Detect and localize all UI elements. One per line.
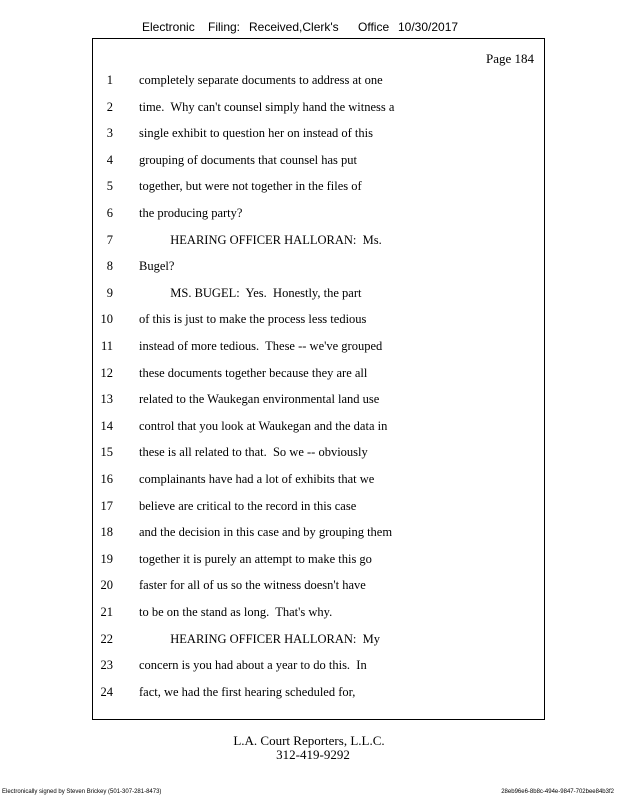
line-text: control that you look at Waukegan and the data in [139,418,388,433]
line-text: instead of more tedious. These -- we've grouped [139,339,383,353]
line-number: 4 [106,152,113,167]
line-text: grouping of documents that counsel has put [139,152,358,167]
filing-word-electronic: Electronic [142,20,195,34]
line-number: 9 [106,285,113,300]
line-text: these documents together because they are all [139,365,368,380]
transcript-line [93,632,546,652]
transcript-line [93,100,546,120]
transcript-line [93,578,546,598]
transcript-line [93,499,546,519]
transcript-line [93,259,546,279]
transcript-line [93,312,546,332]
transcript-line [93,286,546,306]
line-text: HEARING OFFICER HALLORAN: Ms. [139,232,382,247]
page-number: Page 184 [485,51,534,66]
electronic-signature-note: Electronically signed by Steven Brickey (501-307-281-8473) [2,789,162,795]
line-text: complainants have had a lot of exhibits that we [139,472,375,486]
line-number: 13 [100,392,113,407]
transcript-line [93,206,546,226]
transcript-line [93,658,546,678]
line-number: 21 [100,605,113,619]
line-number: 22 [100,631,113,646]
line-number: 1 [106,73,113,87]
line-number: 12 [100,365,113,380]
line-text: together, but were not together in the files of [139,179,362,194]
line-number: 5 [106,179,113,194]
court-reporter-name: L.A. Court Reporters, L.L.C. [233,733,385,748]
line-text: fact, we had the first hearing scheduled for, [139,684,356,699]
transcript-line [93,472,546,492]
line-text: the producing party? [139,206,243,220]
transcript-line [93,339,546,359]
transcript-page [92,38,545,720]
line-number: 20 [100,578,113,593]
line-text: Bugel? [139,259,175,274]
filing-date: 10/30/2017 [398,20,459,34]
line-number: 18 [100,525,113,540]
court-reporter-phone: 312-419-9292 [276,747,350,762]
line-text: related to the Waukegan environmental land use [139,392,380,407]
transcript-line [93,366,546,386]
transcript-line [93,552,546,572]
line-number: 7 [106,232,113,247]
filing-word-received: Received,Clerk's [249,20,339,34]
line-number: 16 [100,472,113,486]
line-number: 24 [100,684,113,699]
line-number: 6 [106,206,113,220]
transcript-line [93,73,546,93]
line-number: 17 [100,498,113,513]
filing-word-filing: Filing: [208,20,241,34]
line-text: believe are critical to the record in this case [139,498,357,513]
line-number: 14 [100,418,113,433]
document-hash: 28eb96e6-8b8c-494e-9847-702bee84b3f2 [501,789,614,795]
line-number: 11 [100,339,113,353]
line-text: single exhibit to question her on instead of this [139,126,373,141]
line-number: 23 [100,658,113,673]
line-text: to be on the stand as long. That's why. [139,605,333,619]
line-text: and the decision in this case and by grouping them [139,525,393,540]
transcript-line [93,179,546,199]
transcript-line [93,685,546,705]
transcript-line [93,525,546,545]
line-text: together it is purely an attempt to make this go [139,551,372,566]
line-text: MS. BUGEL: Yes. Honestly, the part [139,285,362,300]
transcript-line [93,153,546,173]
line-number: 15 [100,445,113,460]
line-text: completely separate documents to address at one [139,73,383,87]
filing-stamp-header [0,20,618,38]
transcript-line [93,445,546,465]
transcript-line [93,126,546,146]
transcript-line [93,605,546,625]
line-number: 8 [106,259,113,274]
line-number: 2 [106,99,113,114]
line-number: 19 [100,551,113,566]
line-text: faster for all of us so the witness doesn't have [139,578,366,593]
line-text: of this is just to make the process less tedious [139,312,367,327]
transcript-line [93,392,546,412]
line-text: these is all related to that. So we -- obviously [139,445,368,460]
line-text: HEARING OFFICER HALLORAN: My [139,631,380,646]
line-text: concern is you had about a year to do this. In [139,658,367,673]
line-number: 3 [106,126,113,141]
filing-word-office: Office [358,20,390,34]
line-text: time. Why can't counsel simply hand the witness a [139,99,395,114]
transcript-line [93,233,546,253]
line-number: 10 [100,312,113,327]
transcript-line [93,419,546,439]
